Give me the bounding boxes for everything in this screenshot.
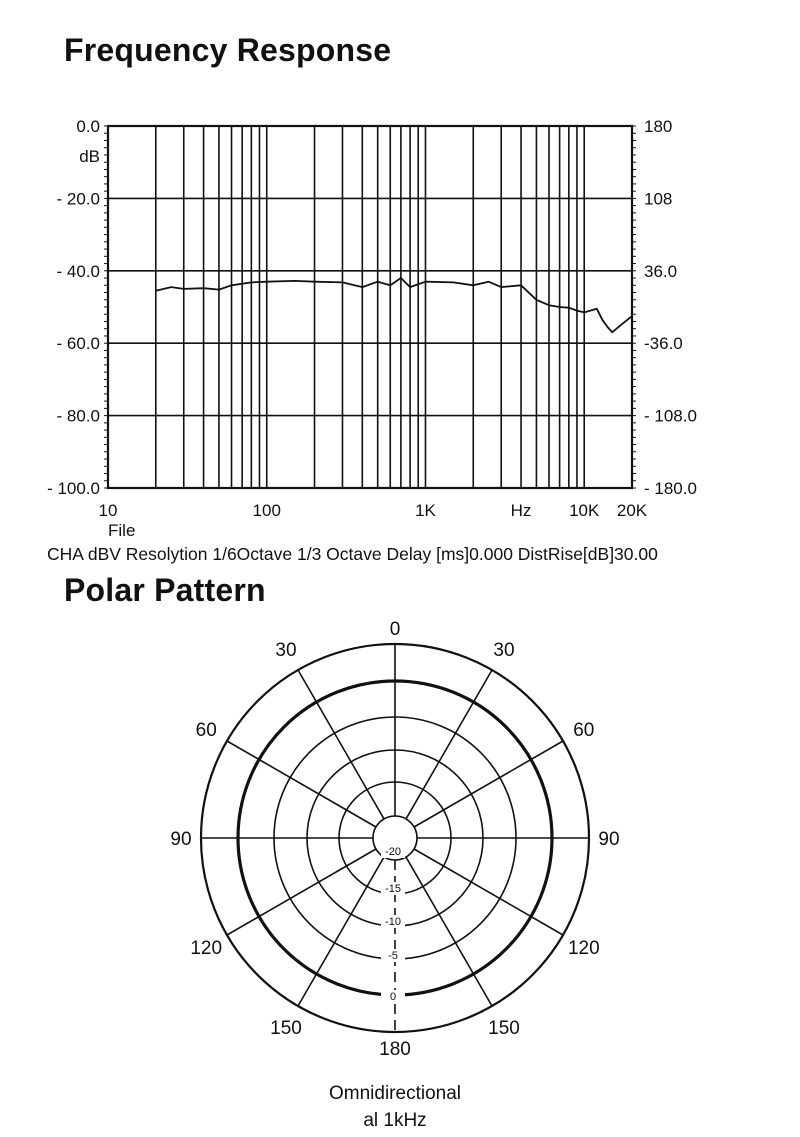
angle-label: 60: [573, 720, 595, 741]
radial-scale-label: -15: [385, 883, 401, 895]
angle-label: 60: [195, 720, 217, 741]
angle-label: 90: [170, 829, 192, 850]
x-tick-label: 10K: [569, 501, 600, 520]
angle-label: 120: [190, 938, 223, 959]
x-tick-label: 100: [252, 501, 281, 520]
polar-spoke: [414, 741, 563, 827]
angle-label: 90: [598, 829, 620, 850]
radial-scale-label: -20: [385, 846, 401, 858]
y2-tick-label: - 108.0: [644, 406, 697, 426]
polar-spoke: [227, 741, 376, 827]
x-tick-label: 1K: [415, 501, 436, 520]
radial-scale-label: -10: [385, 916, 401, 928]
y2-tick-label: 180: [644, 117, 673, 136]
measurement-settings-caption: CHA dBV Resolytion 1/6Octave 1/3 Octave Delay [ms]0.000 DistRise[dB]30.00: [47, 544, 658, 564]
polar-caption-line2: al 1kHz: [363, 1110, 427, 1131]
polar-caption-line1: Omnidirectional: [329, 1083, 461, 1104]
y2-tick-label: - 180.0: [644, 479, 697, 498]
y-tick-label: - 80.0: [56, 406, 100, 426]
y-tick-label: - 20.0: [56, 189, 100, 209]
polar-spoke: [414, 849, 563, 935]
y-tick-label: - 40.0: [56, 261, 100, 281]
y-tick-label: 0.0: [76, 117, 100, 136]
angle-label: 120: [567, 938, 600, 959]
polar-spoke: [406, 670, 492, 819]
radial-scale-label: 0: [389, 991, 397, 1003]
y2-tick-label: -36.0: [644, 334, 683, 354]
polar-spoke: [298, 857, 384, 1006]
radial-scale-label: -5: [388, 950, 398, 962]
angle-label: 150: [270, 1017, 302, 1039]
angle-label: 30: [275, 640, 297, 662]
y-tick-label: - 60.0: [56, 334, 100, 354]
y-tick-label: - 100.0: [47, 479, 100, 498]
y2-tick-label: 36.0: [644, 261, 678, 281]
polar-spoke: [406, 857, 492, 1006]
x-tick-label: 10: [98, 501, 118, 520]
y2-tick-label: 108: [644, 189, 673, 209]
angle-label: 30: [493, 640, 515, 662]
polar-spoke: [227, 849, 376, 935]
x-extra-label: File: [108, 521, 136, 540]
frequency-response-title: Frequency Response: [64, 32, 392, 68]
angle-label: 180: [379, 1039, 411, 1060]
polar-pattern-title: Polar Pattern: [64, 572, 266, 608]
angle-label: 150: [488, 1017, 520, 1039]
y-unit-label: dB: [79, 147, 100, 166]
angle-label: 0: [389, 619, 401, 640]
polar-spoke: [298, 670, 384, 819]
x-unit-label: Hz: [510, 501, 532, 520]
x-tick-label: 20K: [616, 501, 648, 520]
